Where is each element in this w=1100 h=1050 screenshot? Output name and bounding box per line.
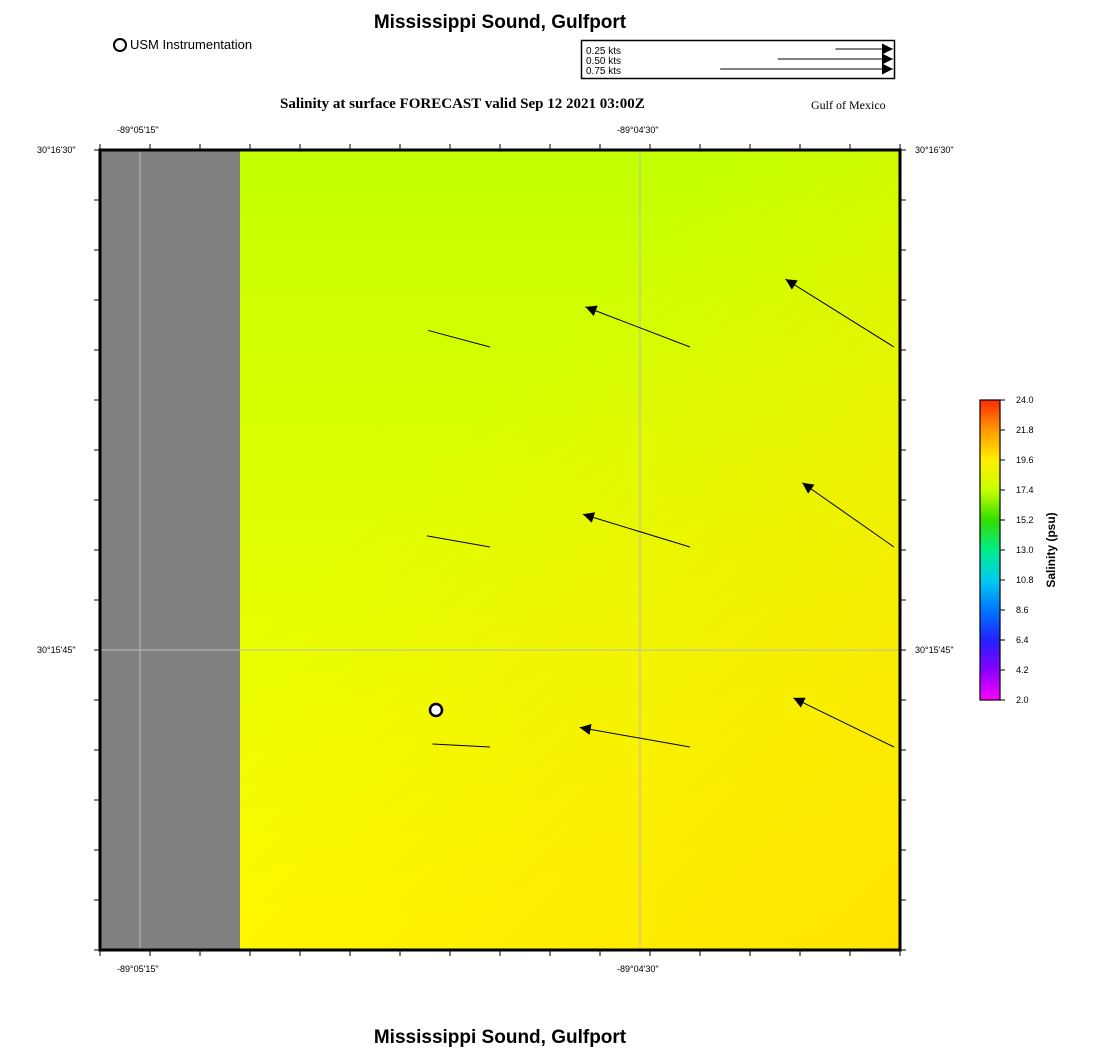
salinity-map	[90, 140, 912, 960]
colorbar-tick-label: 21.8	[1016, 425, 1034, 435]
colorbar-tick-label: 10.8	[1016, 575, 1034, 585]
lat-label-left-1: 30°16'30"	[37, 145, 76, 155]
station-circle-icon	[113, 38, 127, 52]
colorbar-tick-label: 2.0	[1016, 695, 1029, 705]
colorbar-tick-label: 19.6	[1016, 455, 1034, 465]
lon-label-top-2: -89°04'30"	[617, 125, 659, 135]
vector-scale-legend	[580, 39, 898, 82]
lon-label-bottom-1: -89°05'15"	[117, 964, 159, 974]
scale-label-025: 0.25 kts	[586, 46, 622, 57]
region-label: Gulf of Mexico	[811, 98, 886, 112]
lat-label-right-2: 30°15'45"	[915, 645, 954, 655]
lon-label-bottom-2: -89°04'30"	[617, 964, 659, 974]
colorbar-tick-label: 4.2	[1016, 665, 1029, 675]
colorbar-tick-label: 17.4	[1016, 485, 1034, 495]
colorbar-tick-label: 15.2	[1016, 515, 1034, 525]
station-legend-label: USM Instrumentation	[130, 37, 253, 52]
scale-label-075: 0.75 kts	[586, 66, 622, 77]
forecast-subtitle: Salinity at surface FORECAST valid Sep 12 2021 03:00Z	[280, 96, 645, 112]
station-legend	[113, 37, 252, 52]
lon-label-top-1: -89°05'15"	[117, 125, 159, 135]
usm-station-marker[interactable]	[430, 704, 442, 716]
map-title: Mississippi Sound, Gulfport	[373, 12, 627, 33]
scale-label-050: 0.50 kts	[586, 56, 622, 67]
colorbar-tick-label: 8.6	[1016, 605, 1029, 615]
colorbar-tick-label: 6.4	[1016, 635, 1029, 645]
lat-label-right-1: 30°16'30"	[915, 145, 954, 155]
colorbar-title: Salinity (psu)	[1044, 512, 1058, 588]
colorbar-tick-label: 13.0	[1016, 545, 1034, 555]
lat-label-left-2: 30°15'45"	[37, 645, 76, 655]
map-footer-title: Mississippi Sound, Gulfport	[373, 1027, 627, 1048]
salinity-colorbar	[975, 395, 1009, 707]
colorbar-tick-label: 24.0	[1016, 395, 1034, 405]
land-mask	[100, 150, 240, 950]
